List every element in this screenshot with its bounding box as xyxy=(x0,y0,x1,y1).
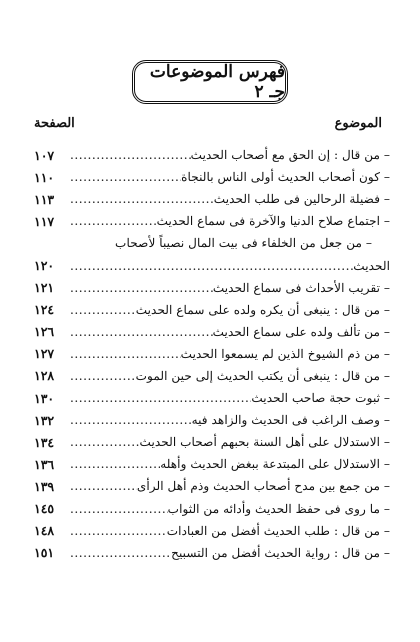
toc-entry-text: – من جعل من الخلفاء فى بيت المال نصيباً لأصحاب xyxy=(115,236,372,251)
page-column-header: الصفحة xyxy=(34,116,75,131)
toc-entry-page: ١٣٠ xyxy=(34,390,55,406)
toc-entry xyxy=(34,210,390,232)
toc-entry-page: ١٢١ xyxy=(34,280,55,296)
toc-entry xyxy=(34,299,390,321)
toc-entry xyxy=(34,188,390,210)
dot-leader xyxy=(68,457,160,471)
dot-leader xyxy=(68,281,213,295)
toc-entry-page: ١٢٦ xyxy=(34,324,55,340)
toc-entry-text: – من جمع بين مدح أصحاب الحديث وذم أهل الرأى xyxy=(136,479,390,494)
toc-entry xyxy=(34,431,390,453)
toc-entry xyxy=(34,475,390,497)
toc-entry-text: – من ذم الشيوخ الذين لم يسمعوا الحديث xyxy=(180,346,390,361)
toc-entry-page: ١١٧ xyxy=(34,213,55,229)
toc-entry xyxy=(34,498,390,520)
toc-entry xyxy=(34,144,390,166)
toc-entry xyxy=(34,232,390,254)
toc-entry-text: – وصف الراغب فى الحديث والزاهد فيه xyxy=(191,413,390,428)
dot-leader xyxy=(68,325,213,339)
toc-entry-page: ١٣٢ xyxy=(34,412,55,428)
toc-entry-text: – من قال : ينبغى أن يكره ولده على سماع الحديث xyxy=(135,302,390,317)
toc-list xyxy=(34,144,390,564)
toc-entry-page: ١٣٤ xyxy=(34,434,55,450)
dot-leader xyxy=(68,524,167,538)
dot-leader xyxy=(68,546,171,560)
toc-entry-page: ١١٠ xyxy=(34,169,55,185)
dot-leader xyxy=(68,170,181,184)
toc-entry-text: الحديث xyxy=(353,258,390,273)
toc-entry-text: – كون أصحاب الحديث أولى الناس بالنجاة xyxy=(181,170,390,185)
toc-entry-text: – ثبوت حجة صاحب الحديث xyxy=(251,391,390,406)
topic-column-header: الموضوع xyxy=(334,116,382,131)
toc-entry-text: – من قال : إن الحق مع أصحاب الحديث xyxy=(190,148,390,163)
toc-entry-text: – الاستدلال على المبتدعة ببغض الحديث وأهله xyxy=(160,457,390,472)
toc-entry-page: ١٢٠ xyxy=(34,258,55,274)
toc-entry-page: ١١٣ xyxy=(34,191,55,207)
toc-entry xyxy=(34,365,390,387)
dot-leader xyxy=(68,479,137,493)
toc-entry xyxy=(34,343,390,365)
column-headers xyxy=(34,116,382,136)
toc-entry xyxy=(34,166,390,188)
toc-entry-page: ١٢٤ xyxy=(34,302,55,318)
toc-entry xyxy=(34,277,390,299)
toc-entry-text: – اجتماع صلاح الدنيا والآخرة فى سماع الحديث xyxy=(156,214,390,229)
dot-leader xyxy=(68,391,251,405)
toc-entry-page: ١٠٧ xyxy=(34,147,55,163)
toc-entry-page: ١٤٥ xyxy=(34,501,55,517)
toc-entry-page: ١٥١ xyxy=(34,545,55,561)
dot-leader xyxy=(68,214,157,228)
toc-entry xyxy=(34,321,390,343)
dot-leader xyxy=(68,502,168,516)
toc-entry-page: ١٤٨ xyxy=(34,523,55,539)
toc-entry-page: ١٢٧ xyxy=(34,346,55,362)
toc-entry-text: – من قال : طلب الحديث أفضل من العبادات xyxy=(166,523,390,538)
title-frame xyxy=(132,60,288,104)
toc-entry xyxy=(34,387,390,409)
toc-entry-text: – من قال : رواية الحديث أفضل من التسبيح xyxy=(171,545,390,560)
toc-entry-text: – ما روى فى حفظ الحديث وأدائه من الثواب xyxy=(167,501,390,516)
dot-leader xyxy=(68,347,181,361)
dot-leader xyxy=(68,259,353,273)
page-title: فهرس الموضوعات جـ ٢ xyxy=(149,62,285,102)
toc-entry-text: – من قال : ينبغى أن يكتب الحديث إلى حين الموت xyxy=(135,368,390,383)
toc-entry-page: ١٣٦ xyxy=(34,456,55,472)
toc-entry-page: ١٣٩ xyxy=(34,478,55,494)
dot-leader xyxy=(68,192,214,206)
toc-entry xyxy=(34,453,390,475)
toc-entry xyxy=(34,254,390,276)
dot-leader xyxy=(68,435,139,449)
toc-entry xyxy=(34,542,390,564)
title-area xyxy=(0,60,420,104)
toc-entry-text: – من تألف ولده على سماع الحديث xyxy=(212,324,390,339)
toc-entry-text: – فضيلة الرحالين فى طلب الحديث xyxy=(213,192,390,207)
toc-entry xyxy=(34,520,390,542)
dot-leader xyxy=(68,303,136,317)
dot-leader xyxy=(68,369,136,383)
toc-entry-page: ١٢٨ xyxy=(34,368,55,384)
toc-entry-text: – الاستدلال على أهل السنة بحبهم أصحاب الحديث xyxy=(139,435,390,450)
toc-entry-text: – تقريب الأحداث فى سماع الحديث xyxy=(212,280,390,295)
dot-leader xyxy=(68,148,191,162)
toc-entry xyxy=(34,409,390,431)
dot-leader xyxy=(68,413,192,427)
